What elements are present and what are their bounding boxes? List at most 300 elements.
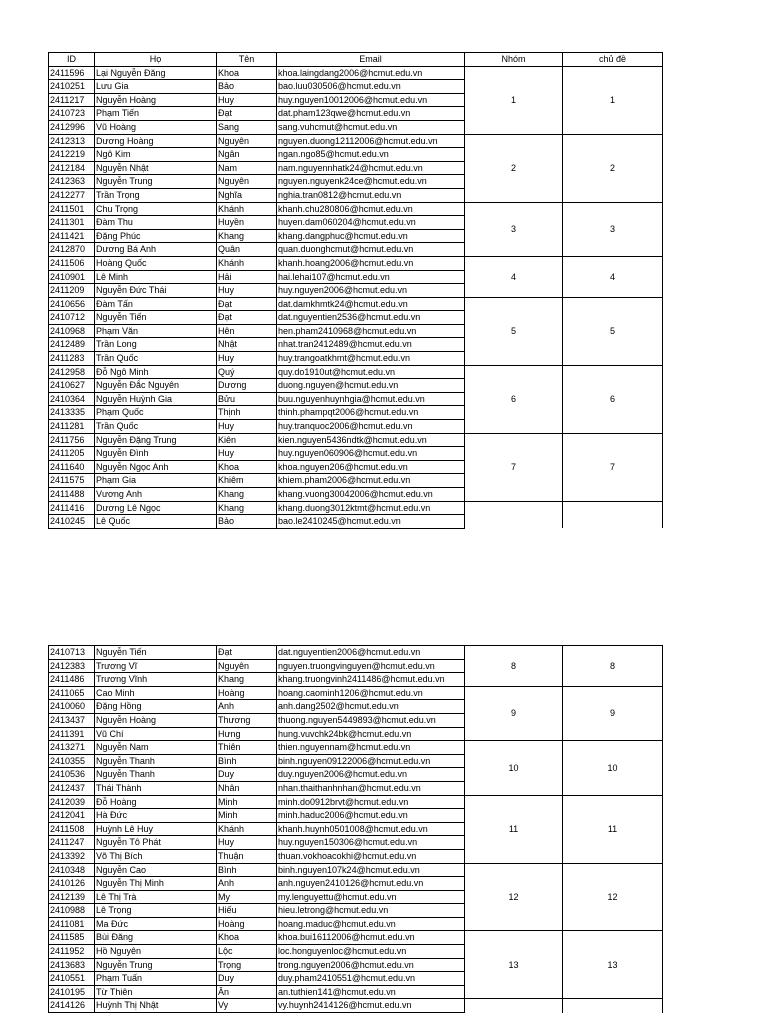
cell-id: 2412437: [49, 781, 95, 795]
cell-ten: Nhật: [217, 338, 277, 352]
cell-id: 2410364: [49, 392, 95, 406]
cell-ten: Anh: [217, 877, 277, 891]
cell-nhom: 9: [465, 686, 563, 740]
table-row: [49, 686, 663, 700]
cell-id: 2411205: [49, 447, 95, 461]
cell-ten: Đạt: [217, 311, 277, 325]
cell-ho: Nguyễn Tô Phát: [95, 836, 217, 850]
cell-email: thuan.vokhoacokhi@hcmut.edu.vn: [277, 849, 465, 863]
cell-ho: Nguyễn Huỳnh Gia: [95, 392, 217, 406]
cell-id: 2411247: [49, 836, 95, 850]
cell-ten: Quân: [217, 243, 277, 257]
cell-email: trong.nguyen2006@hcmut.edu.vn: [277, 958, 465, 972]
cell-ten: Hưng: [217, 727, 277, 741]
cell-ho: Phạm Gia: [95, 474, 217, 488]
cell-id: 2411209: [49, 284, 95, 298]
cell-email: khoa.nguyen206@hcmut.edu.vn: [277, 460, 465, 474]
cell-id: 2411421: [49, 229, 95, 243]
cell-ten: Huyền: [217, 216, 277, 230]
cell-ho: Võ Thị Bích: [95, 849, 217, 863]
cell-ten: Nguyên: [217, 175, 277, 189]
cell-nhom: 5: [465, 297, 563, 365]
cell-ho: Nguyễn Đắc Nguyên: [95, 379, 217, 393]
cell-ho: Nguyễn Hoàng: [95, 93, 217, 107]
cell-id: 2410656: [49, 297, 95, 311]
cell-id: 2410060: [49, 700, 95, 714]
cell-id: 2412383: [49, 659, 95, 673]
cell-id: 2411501: [49, 202, 95, 216]
cell-id: 2412184: [49, 161, 95, 175]
cell-nhom: 4: [465, 256, 563, 297]
cell-ho: Chu Trọng: [95, 202, 217, 216]
cell-ten: Bảo: [217, 515, 277, 529]
cell-email: duong.nguyen@hcmut.edu.vn: [277, 379, 465, 393]
cell-email: hung.vuvchk24bk@hcmut.edu.vn: [277, 727, 465, 741]
cell-ten: Nhân: [217, 781, 277, 795]
table-row: [49, 795, 663, 809]
cell-id: 2413392: [49, 849, 95, 863]
cell-nhom: 10: [465, 741, 563, 795]
cell-email: duy.pham2410551@hcmut.edu.vn: [277, 972, 465, 986]
cell-chu-de: 5: [563, 297, 663, 365]
cell-ho: Phạm Văn: [95, 324, 217, 338]
cell-email: dat.nguyentien2536@hcmut.edu.vn: [277, 311, 465, 325]
cell-ho: Đàm Tấn: [95, 297, 217, 311]
cell-ten: Hoàng: [217, 917, 277, 931]
cell-ten: Bửu: [217, 392, 277, 406]
cell-ho: Nguyễn Thanh: [95, 754, 217, 768]
cell-ho: Nguyễn Đức Thái: [95, 284, 217, 298]
header-ho: Họ: [95, 53, 217, 67]
cell-email: vy.huynh2414126@hcmut.edu.vn: [277, 999, 465, 1013]
cell-id: 2412489: [49, 338, 95, 352]
cell-email: binh.nguyen09122006@hcmut.edu.vn: [277, 754, 465, 768]
table-row: [49, 365, 663, 379]
cell-ho: Dương Bá Anh: [95, 243, 217, 257]
cell-email: khang.duong3012ktmt@hcmut.edu.vn: [277, 501, 465, 515]
cell-email: thuong.nguyen5449893@hcmut.edu.vn: [277, 713, 465, 727]
cell-id: 2410713: [49, 646, 95, 660]
cell-ho: Đàm Thu: [95, 216, 217, 230]
cell-ho: Nguyễn Tiến: [95, 646, 217, 660]
cell-ten: Hoàng: [217, 686, 277, 700]
cell-chu-de: 3: [563, 202, 663, 256]
student-group-table-page-2: [48, 645, 663, 1013]
cell-email: nguyen.nguyenk24ce@hcmut.edu.vn: [277, 175, 465, 189]
cell-ten: Huy: [217, 836, 277, 850]
cell-chu-de: 13: [563, 931, 663, 999]
cell-email: hieu.letrong@hcmut.edu.vn: [277, 904, 465, 918]
cell-ten: Nguyên: [217, 134, 277, 148]
cell-id: 2412039: [49, 795, 95, 809]
cell-email: khang.vuong30042006@hcmut.edu.vn: [277, 488, 465, 502]
cell-email: khanh.huynh0501008@hcmut.edu.vn: [277, 822, 465, 836]
cell-ten: Hiếu: [217, 904, 277, 918]
cell-id: 2414126: [49, 999, 95, 1013]
table-row: [49, 501, 663, 515]
cell-ten: Ngân: [217, 148, 277, 162]
cell-chu-de: 7: [563, 433, 663, 501]
cell-ten: Bảo: [217, 80, 277, 94]
cell-id: 2411217: [49, 93, 95, 107]
cell-ten: Nam: [217, 161, 277, 175]
cell-id: 2411596: [49, 66, 95, 80]
cell-email: huyen.dam060204@hcmut.edu.vn: [277, 216, 465, 230]
cell-id: 2410348: [49, 863, 95, 877]
cell-ten: Hên: [217, 324, 277, 338]
cell-ho: Vương Anh: [95, 488, 217, 502]
cell-id: 2411065: [49, 686, 95, 700]
cell-email: minh.haduc2006@hcmut.edu.vn: [277, 809, 465, 823]
cell-ten: Khoa: [217, 66, 277, 80]
cell-email: khanh.hoang2006@hcmut.edu.vn: [277, 256, 465, 270]
table-row: [49, 256, 663, 270]
cell-id: 2411486: [49, 673, 95, 687]
cell-ten: Khiêm: [217, 474, 277, 488]
header-chu-de: chủ đề: [563, 53, 663, 67]
cell-ho: Bùi Đăng: [95, 931, 217, 945]
cell-email: khoa.bui16112006@hcmut.edu.vn: [277, 931, 465, 945]
cell-nhom: 7: [465, 433, 563, 501]
cell-ho: Vũ Chí: [95, 727, 217, 741]
cell-ho: Nguyễn Cao: [95, 863, 217, 877]
cell-id: 2410195: [49, 985, 95, 999]
cell-ten: Đạt: [217, 107, 277, 121]
cell-id: 2410251: [49, 80, 95, 94]
cell-chu-de: [563, 501, 663, 528]
cell-ho: Nguyễn Trung: [95, 175, 217, 189]
table-row: [49, 66, 663, 80]
cell-email: quy.do1910ut@hcmut.edu.vn: [277, 365, 465, 379]
cell-ho: Vũ Hoàng: [95, 120, 217, 134]
cell-id: 2411391: [49, 727, 95, 741]
cell-ten: Huy: [217, 420, 277, 434]
cell-ho: Đặng Phúc: [95, 229, 217, 243]
cell-ten: Khoa: [217, 460, 277, 474]
cell-ho: Lê Trọng: [95, 904, 217, 918]
table-body: [49, 646, 663, 1013]
cell-email: quan.duonghcmut@hcmut.edu.vn: [277, 243, 465, 257]
cell-ten: Trọng: [217, 958, 277, 972]
cell-id: 2412870: [49, 243, 95, 257]
cell-email: anh.nguyen2410126@hcmut.edu.vn: [277, 877, 465, 891]
cell-ten: Huy: [217, 284, 277, 298]
cell-ho: Trần Long: [95, 338, 217, 352]
cell-nhom: 2: [465, 134, 563, 202]
cell-ten: Duy: [217, 768, 277, 782]
cell-id: 2412958: [49, 365, 95, 379]
cell-ho: Nguyễn Trung: [95, 958, 217, 972]
cell-id: 2410551: [49, 972, 95, 986]
cell-ten: Minh: [217, 809, 277, 823]
cell-email: khoa.laingdang2006@hcmut.edu.vn: [277, 66, 465, 80]
cell-id: 2411281: [49, 420, 95, 434]
cell-ho: Phạm Quốc: [95, 406, 217, 420]
cell-chu-de: 10: [563, 741, 663, 795]
cell-id: 2412996: [49, 120, 95, 134]
cell-id: 2410712: [49, 311, 95, 325]
cell-id: 2411488: [49, 488, 95, 502]
cell-ten: Khánh: [217, 822, 277, 836]
cell-ho: Nguyễn Thị Minh: [95, 877, 217, 891]
cell-ho: Từ Thiên: [95, 985, 217, 999]
cell-email: dat.nguyentien2006@hcmut.edu.vn: [277, 646, 465, 660]
cell-email: sang.vuhcmut@hcmut.edu.vn: [277, 120, 465, 134]
cell-id: 2411081: [49, 917, 95, 931]
table-row: [49, 134, 663, 148]
cell-ho: Nguyễn Đình: [95, 447, 217, 461]
cell-ten: Thuận: [217, 849, 277, 863]
cell-email: an.tuthien141@hcmut.edu.vn: [277, 985, 465, 999]
cell-id: 2411952: [49, 945, 95, 959]
cell-id: 2412219: [49, 148, 95, 162]
cell-nhom: [465, 501, 563, 528]
cell-ho: Nguyễn Ngọc Anh: [95, 460, 217, 474]
cell-ho: Phạm Tuấn: [95, 972, 217, 986]
cell-ho: Nguyễn Nam: [95, 741, 217, 755]
cell-ho: Huỳnh Thị Nhật: [95, 999, 217, 1013]
cell-email: anh.dang2502@hcmut.edu.vn: [277, 700, 465, 714]
header-ten: Tên: [217, 53, 277, 67]
cell-ho: Trương Vĩ: [95, 659, 217, 673]
cell-ho: Thái Thành: [95, 781, 217, 795]
cell-ten: Bình: [217, 754, 277, 768]
cell-ho: Ngô Kim: [95, 148, 217, 162]
cell-email: nhan.thaithanhnhan@hcmut.edu.vn: [277, 781, 465, 795]
cell-email: thien.nguyennam@hcmut.edu.vn: [277, 741, 465, 755]
cell-ho: Đỗ Hoàng: [95, 795, 217, 809]
cell-chu-de: 8: [563, 646, 663, 687]
cell-chu-de: 4: [563, 256, 663, 297]
cell-id: 2413271: [49, 741, 95, 755]
cell-ho: Trương Vĩnh: [95, 673, 217, 687]
cell-nhom: 6: [465, 365, 563, 433]
cell-ho: Lê Minh: [95, 270, 217, 284]
cell-email: hoang.maduc@hcmut.edu.vn: [277, 917, 465, 931]
table-body: [49, 66, 663, 528]
cell-id: 2411575: [49, 474, 95, 488]
student-group-table-page-1: [48, 52, 663, 529]
cell-ho: Nguyễn Hoàng: [95, 713, 217, 727]
cell-ho: Nguyễn Đặng Trung: [95, 433, 217, 447]
cell-email: kien.nguyen5436ndtk@hcmut.edu.vn: [277, 433, 465, 447]
cell-ho: Lại Nguyễn Đăng: [95, 66, 217, 80]
cell-email: khang.dangphuc@hcmut.edu.vn: [277, 229, 465, 243]
cell-email: thinh.phampqt2006@hcmut.edu.vn: [277, 406, 465, 420]
cell-id: 2411756: [49, 433, 95, 447]
table-row: [49, 863, 663, 877]
cell-ten: Vy: [217, 999, 277, 1013]
cell-ten: Huy: [217, 447, 277, 461]
cell-ho: Trần Quốc: [95, 420, 217, 434]
cell-email: nguyen.truongvinguyen@hcmut.edu.vn: [277, 659, 465, 673]
cell-email: huy.nguyen060906@hcmut.edu.vn: [277, 447, 465, 461]
cell-ho: Nguyễn Thanh: [95, 768, 217, 782]
cell-ho: Dương Lê Ngọc: [95, 501, 217, 515]
header-id: ID: [49, 53, 95, 67]
cell-email: huy.tranquoc2006@hcmut.edu.vn: [277, 420, 465, 434]
cell-chu-de: 6: [563, 365, 663, 433]
cell-nhom: 13: [465, 931, 563, 999]
cell-email: nam.nguyennhatk24@hcmut.edu.vn: [277, 161, 465, 175]
header-nhom: Nhóm: [465, 53, 563, 67]
cell-ten: Khang: [217, 501, 277, 515]
cell-ten: Khoa: [217, 931, 277, 945]
cell-ten: Hải: [217, 270, 277, 284]
cell-ten: Bình: [217, 863, 277, 877]
cell-id: 2411508: [49, 822, 95, 836]
cell-id: 2410901: [49, 270, 95, 284]
cell-id: 2410536: [49, 768, 95, 782]
cell-ho: Phạm Tiến: [95, 107, 217, 121]
cell-id: 2412363: [49, 175, 95, 189]
table-row: [49, 433, 663, 447]
cell-ten: Kiên: [217, 433, 277, 447]
cell-id: 2412277: [49, 188, 95, 202]
cell-ten: Khánh: [217, 256, 277, 270]
cell-ten: Khang: [217, 488, 277, 502]
cell-email: khiem.pham2006@hcmut.edu.vn: [277, 474, 465, 488]
cell-ho: Lê Thị Trà: [95, 890, 217, 904]
cell-ten: Khang: [217, 673, 277, 687]
header-email: Email: [277, 53, 465, 67]
table-row: [49, 646, 663, 660]
cell-chu-de: 11: [563, 795, 663, 863]
cell-ho: Trần Trọng: [95, 188, 217, 202]
cell-ten: My: [217, 890, 277, 904]
cell-id: 2411283: [49, 352, 95, 366]
cell-ten: Sang: [217, 120, 277, 134]
cell-id: 2411416: [49, 501, 95, 515]
cell-email: ngan.ngo85@hcmut.edu.vn: [277, 148, 465, 162]
table-row: [49, 297, 663, 311]
cell-email: nguyen.duong12112006@hcmut.edu.vn: [277, 134, 465, 148]
cell-ho: Hoàng Quốc: [95, 256, 217, 270]
cell-email: huy.nguyen2006@hcmut.edu.vn: [277, 284, 465, 298]
cell-chu-de: 1: [563, 66, 663, 134]
cell-email: hoang.caominh1206@hcmut.edu.vn: [277, 686, 465, 700]
cell-email: hen.pham2410968@hcmut.edu.vn: [277, 324, 465, 338]
cell-ho: Đỗ Ngô Minh: [95, 365, 217, 379]
cell-email: buu.nguyenhuynhgia@hcmut.edu.vn: [277, 392, 465, 406]
cell-ten: Thiên: [217, 741, 277, 755]
cell-email: nhat.tran2412489@hcmut.edu.vn: [277, 338, 465, 352]
cell-email: huy.trangoatkhmt@hcmut.edu.vn: [277, 352, 465, 366]
cell-ten: Duy: [217, 972, 277, 986]
cell-email: khanh.chu280806@hcmut.edu.vn: [277, 202, 465, 216]
cell-id: 2411301: [49, 216, 95, 230]
cell-nhom: 11: [465, 795, 563, 863]
table-row: [49, 741, 663, 755]
cell-ten: Huy: [217, 93, 277, 107]
cell-ten: Quý: [217, 365, 277, 379]
cell-ho: Trần Quốc: [95, 352, 217, 366]
cell-email: my.lenguyettu@hcmut.edu.vn: [277, 890, 465, 904]
cell-nhom: 3: [465, 202, 563, 256]
cell-id: 2410627: [49, 379, 95, 393]
cell-ten: Khang: [217, 229, 277, 243]
cell-ho: Hà Đức: [95, 809, 217, 823]
cell-ho: Lê Quốc: [95, 515, 217, 529]
cell-ten: Đạt: [217, 646, 277, 660]
cell-id: 2411640: [49, 460, 95, 474]
table-row: [49, 931, 663, 945]
cell-ho: Dương Hoàng: [95, 134, 217, 148]
cell-ho: Cao Minh: [95, 686, 217, 700]
cell-email: minh.do0912brvt@hcmut.edu.vn: [277, 795, 465, 809]
cell-id: 2410988: [49, 904, 95, 918]
cell-email: khang.truongvinh2411486@hcmut.edu.vn: [277, 673, 465, 687]
cell-ten: Khánh: [217, 202, 277, 216]
cell-email: huy.nguyen10012006@hcmut.edu.vn: [277, 93, 465, 107]
cell-id: 2413335: [49, 406, 95, 420]
cell-chu-de: 12: [563, 863, 663, 931]
cell-id: 2410245: [49, 515, 95, 529]
header-row: [49, 53, 663, 67]
cell-email: dat.damkhmtk24@hcmut.edu.vn: [277, 297, 465, 311]
cell-ten: Lộc: [217, 945, 277, 959]
cell-email: loc.honguyenloc@hcmut.edu.vn: [277, 945, 465, 959]
cell-nhom: 8: [465, 646, 563, 687]
cell-id: 2412139: [49, 890, 95, 904]
cell-id: 2410126: [49, 877, 95, 891]
cell-ten: Huy: [217, 352, 277, 366]
cell-ho: Nguyễn Tiến: [95, 311, 217, 325]
cell-id: 2410355: [49, 754, 95, 768]
cell-chu-de: 9: [563, 686, 663, 740]
cell-nhom: 1: [465, 66, 563, 134]
cell-email: huy.nguyen150306@hcmut.edu.vn: [277, 836, 465, 850]
cell-id: 2410968: [49, 324, 95, 338]
cell-ten: Nghĩa: [217, 188, 277, 202]
cell-id: 2413683: [49, 958, 95, 972]
cell-ho: Lưu Gia: [95, 80, 217, 94]
cell-chu-de: [563, 999, 663, 1013]
cell-ten: Dương: [217, 379, 277, 393]
cell-ten: Ân: [217, 985, 277, 999]
cell-ho: Ma Đức: [95, 917, 217, 931]
cell-id: 2410723: [49, 107, 95, 121]
cell-ten: Đạt: [217, 297, 277, 311]
cell-ten: Anh: [217, 700, 277, 714]
cell-ho: Huỳnh Lê Huy: [95, 822, 217, 836]
cell-id: 2411585: [49, 931, 95, 945]
cell-id: 2412313: [49, 134, 95, 148]
cell-nhom: [465, 999, 563, 1013]
cell-ten: Minh: [217, 795, 277, 809]
cell-ten: Nguyên: [217, 659, 277, 673]
cell-nhom: 12: [465, 863, 563, 931]
cell-ho: Đặng Hồng: [95, 700, 217, 714]
cell-ten: Thương: [217, 713, 277, 727]
cell-id: 2411506: [49, 256, 95, 270]
cell-email: bao.le2410245@hcmut.edu.vn: [277, 515, 465, 529]
cell-id: 2412041: [49, 809, 95, 823]
cell-email: binh.nguyen107k24@hcmut.edu.vn: [277, 863, 465, 877]
cell-ho: Nguyễn Nhật: [95, 161, 217, 175]
cell-ten: Thịnh: [217, 406, 277, 420]
cell-id: 2413437: [49, 713, 95, 727]
cell-email: hai.lehai107@hcmut.edu.vn: [277, 270, 465, 284]
cell-ho: Hồ Nguyên: [95, 945, 217, 959]
table-row: [49, 202, 663, 216]
cell-chu-de: 2: [563, 134, 663, 202]
cell-email: nghia.tran0812@hcmut.edu.vn: [277, 188, 465, 202]
cell-email: duy.nguyen2006@hcmut.edu.vn: [277, 768, 465, 782]
table-row: [49, 999, 663, 1013]
cell-email: dat.pham123qwe@hcmut.edu.vn: [277, 107, 465, 121]
cell-email: bao.luu030506@hcmut.edu.vn: [277, 80, 465, 94]
